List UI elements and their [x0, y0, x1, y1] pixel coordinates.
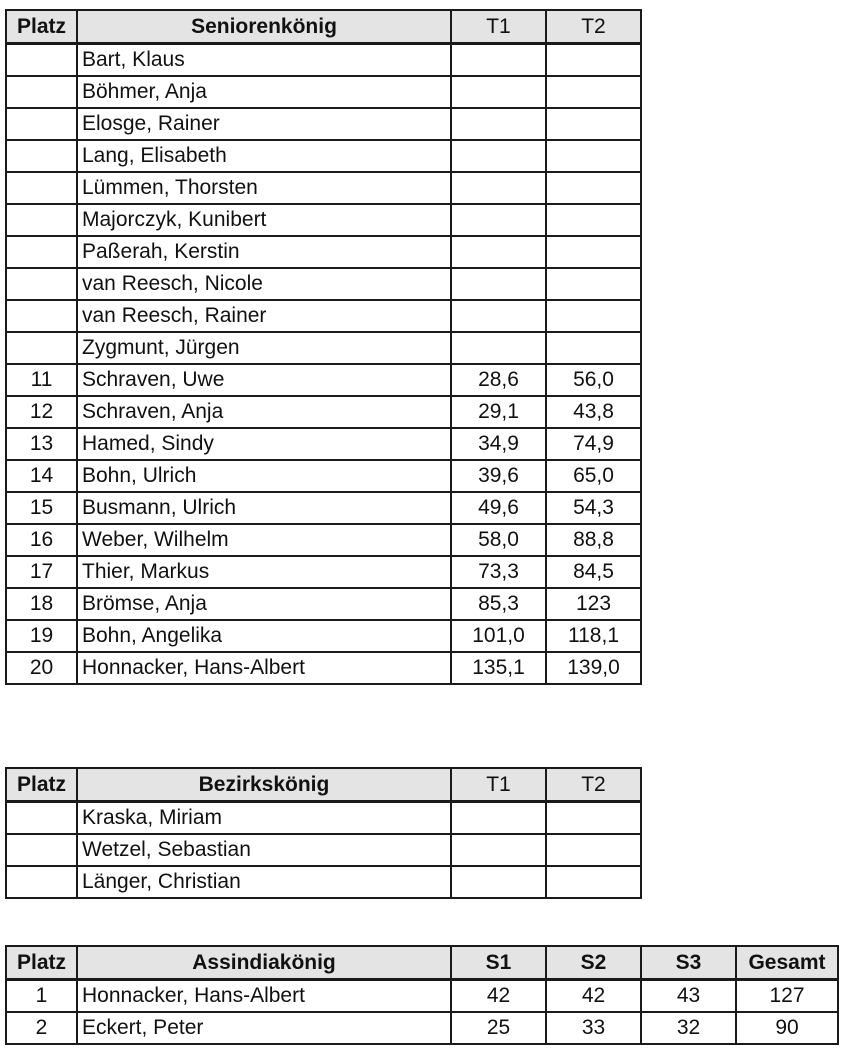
name-cell: Lümmen, Thorsten	[77, 172, 451, 204]
platz-cell: 18	[6, 588, 77, 620]
t2-cell	[546, 300, 641, 332]
bezirkskoenig-header: Bezirkskönig	[77, 768, 451, 802]
t2-cell	[546, 866, 641, 898]
table-row	[6, 140, 641, 172]
t1-cell: 39,6	[451, 460, 546, 492]
platz-cell: 13	[6, 428, 77, 460]
platz-cell	[6, 866, 77, 898]
table-header-row	[6, 768, 641, 802]
name-cell: Länger, Christian	[77, 866, 451, 898]
platz-cell: 17	[6, 556, 77, 588]
t2-cell	[546, 236, 641, 268]
t1-cell	[451, 44, 546, 77]
t2-cell	[546, 204, 641, 236]
table-row	[6, 492, 641, 524]
t1-cell: 49,6	[451, 492, 546, 524]
s3-header: S3	[641, 946, 736, 980]
table-header-row	[6, 946, 838, 980]
platz-cell: 15	[6, 492, 77, 524]
t1-cell	[451, 300, 546, 332]
name-cell: Busmann, Ulrich	[77, 492, 451, 524]
table-row	[6, 44, 641, 77]
seniorenkoenig-table	[5, 9, 642, 685]
gesamt-cell: 90	[736, 1012, 838, 1044]
t2-cell: 43,8	[546, 396, 641, 428]
table-row	[6, 268, 641, 300]
table-row	[6, 1012, 838, 1044]
platz-cell: 19	[6, 620, 77, 652]
gesamt-cell: 127	[736, 980, 838, 1013]
t2-cell: 84,5	[546, 556, 641, 588]
t1-cell	[451, 834, 546, 866]
s2-cell: 33	[546, 1012, 641, 1044]
s3-cell: 32	[641, 1012, 736, 1044]
platz-header: Platz	[6, 768, 77, 802]
table-row	[6, 300, 641, 332]
table-row	[6, 866, 641, 898]
platz-cell: 16	[6, 524, 77, 556]
name-cell: Paßerah, Kerstin	[77, 236, 451, 268]
assindiakoenig-header: Assindiakönig	[77, 946, 451, 980]
platz-cell: 1	[6, 980, 77, 1013]
platz-cell	[6, 268, 77, 300]
name-cell: Schraven, Uwe	[77, 364, 451, 396]
platz-cell	[6, 802, 77, 835]
s2-cell: 42	[546, 980, 641, 1013]
platz-cell	[6, 44, 77, 77]
table-row	[6, 802, 641, 835]
name-cell: Wetzel, Sebastian	[77, 834, 451, 866]
t1-header: T1	[451, 10, 546, 44]
platz-cell	[6, 300, 77, 332]
t2-cell	[546, 834, 641, 866]
s1-cell: 42	[451, 980, 546, 1013]
bezirkskoenig-table	[5, 767, 642, 899]
table-row	[6, 76, 641, 108]
t2-cell: 118,1	[546, 620, 641, 652]
t1-cell: 85,3	[451, 588, 546, 620]
t2-cell	[546, 44, 641, 77]
platz-cell	[6, 332, 77, 364]
platz-cell	[6, 108, 77, 140]
t1-cell	[451, 140, 546, 172]
platz-cell	[6, 236, 77, 268]
table-row	[6, 364, 641, 396]
table-row	[6, 204, 641, 236]
t2-cell	[546, 140, 641, 172]
t2-header: T2	[546, 10, 641, 44]
name-cell: Honnacker, Hans-Albert	[77, 652, 451, 684]
table-row	[6, 428, 641, 460]
s3-cell: 43	[641, 980, 736, 1013]
t1-cell: 135,1	[451, 652, 546, 684]
table-row	[6, 396, 641, 428]
name-cell: Majorczyk, Kunibert	[77, 204, 451, 236]
t2-cell	[546, 332, 641, 364]
name-cell: Honnacker, Hans-Albert	[77, 980, 451, 1013]
name-cell: van Reesch, Rainer	[77, 300, 451, 332]
name-cell: van Reesch, Nicole	[77, 268, 451, 300]
platz-cell: 12	[6, 396, 77, 428]
name-cell: Bohn, Ulrich	[77, 460, 451, 492]
t2-cell	[546, 802, 641, 835]
platz-header: Platz	[6, 946, 77, 980]
platz-cell: 14	[6, 460, 77, 492]
seniorenkoenig-header: Seniorenkönig	[77, 10, 451, 44]
name-cell: Hamed, Sindy	[77, 428, 451, 460]
t1-header: T1	[451, 768, 546, 802]
name-cell: Elosge, Rainer	[77, 108, 451, 140]
t2-cell	[546, 108, 641, 140]
name-cell: Böhmer, Anja	[77, 76, 451, 108]
platz-cell	[6, 172, 77, 204]
t1-cell	[451, 268, 546, 300]
name-cell: Brömse, Anja	[77, 588, 451, 620]
table-row	[6, 236, 641, 268]
t1-cell	[451, 108, 546, 140]
t1-cell	[451, 172, 546, 204]
gesamt-header: Gesamt	[736, 946, 838, 980]
platz-cell	[6, 204, 77, 236]
table-row	[6, 620, 641, 652]
table-row	[6, 524, 641, 556]
t1-cell: 34,9	[451, 428, 546, 460]
t1-cell	[451, 76, 546, 108]
platz-cell: 2	[6, 1012, 77, 1044]
platz-cell	[6, 834, 77, 866]
t2-cell: 65,0	[546, 460, 641, 492]
name-cell: Eckert, Peter	[77, 1012, 451, 1044]
t1-cell	[451, 866, 546, 898]
name-cell: Bohn, Angelika	[77, 620, 451, 652]
t1-cell: 28,6	[451, 364, 546, 396]
s1-cell: 25	[451, 1012, 546, 1044]
platz-cell	[6, 140, 77, 172]
t2-cell	[546, 172, 641, 204]
t1-cell: 73,3	[451, 556, 546, 588]
table-row	[6, 652, 641, 684]
name-cell: Kraska, Miriam	[77, 802, 451, 835]
name-cell: Weber, Wilhelm	[77, 524, 451, 556]
table-row	[6, 980, 838, 1013]
t1-cell: 58,0	[451, 524, 546, 556]
table-row	[6, 108, 641, 140]
s1-header: S1	[451, 946, 546, 980]
t1-cell: 29,1	[451, 396, 546, 428]
t2-cell: 54,3	[546, 492, 641, 524]
name-cell: Lang, Elisabeth	[77, 140, 451, 172]
t1-cell	[451, 802, 546, 835]
t2-cell	[546, 268, 641, 300]
t2-cell: 139,0	[546, 652, 641, 684]
assindiakoenig-table	[5, 945, 839, 1045]
t2-header: T2	[546, 768, 641, 802]
name-cell: Thier, Markus	[77, 556, 451, 588]
t1-cell	[451, 236, 546, 268]
t1-cell	[451, 204, 546, 236]
t1-cell	[451, 332, 546, 364]
s2-header: S2	[546, 946, 641, 980]
table-header-row	[6, 10, 641, 44]
t2-cell: 56,0	[546, 364, 641, 396]
table-row	[6, 834, 641, 866]
platz-cell: 20	[6, 652, 77, 684]
t2-cell: 88,8	[546, 524, 641, 556]
table-row	[6, 172, 641, 204]
t1-cell: 101,0	[451, 620, 546, 652]
t2-cell: 74,9	[546, 428, 641, 460]
platz-cell: 11	[6, 364, 77, 396]
name-cell: Schraven, Anja	[77, 396, 451, 428]
t2-cell: 123	[546, 588, 641, 620]
table-row	[6, 556, 641, 588]
platz-cell	[6, 76, 77, 108]
platz-header: Platz	[6, 10, 77, 44]
name-cell: Bart, Klaus	[77, 44, 451, 77]
name-cell: Zygmunt, Jürgen	[77, 332, 451, 364]
table-row	[6, 588, 641, 620]
table-row	[6, 460, 641, 492]
t2-cell	[546, 76, 641, 108]
table-row	[6, 332, 641, 364]
